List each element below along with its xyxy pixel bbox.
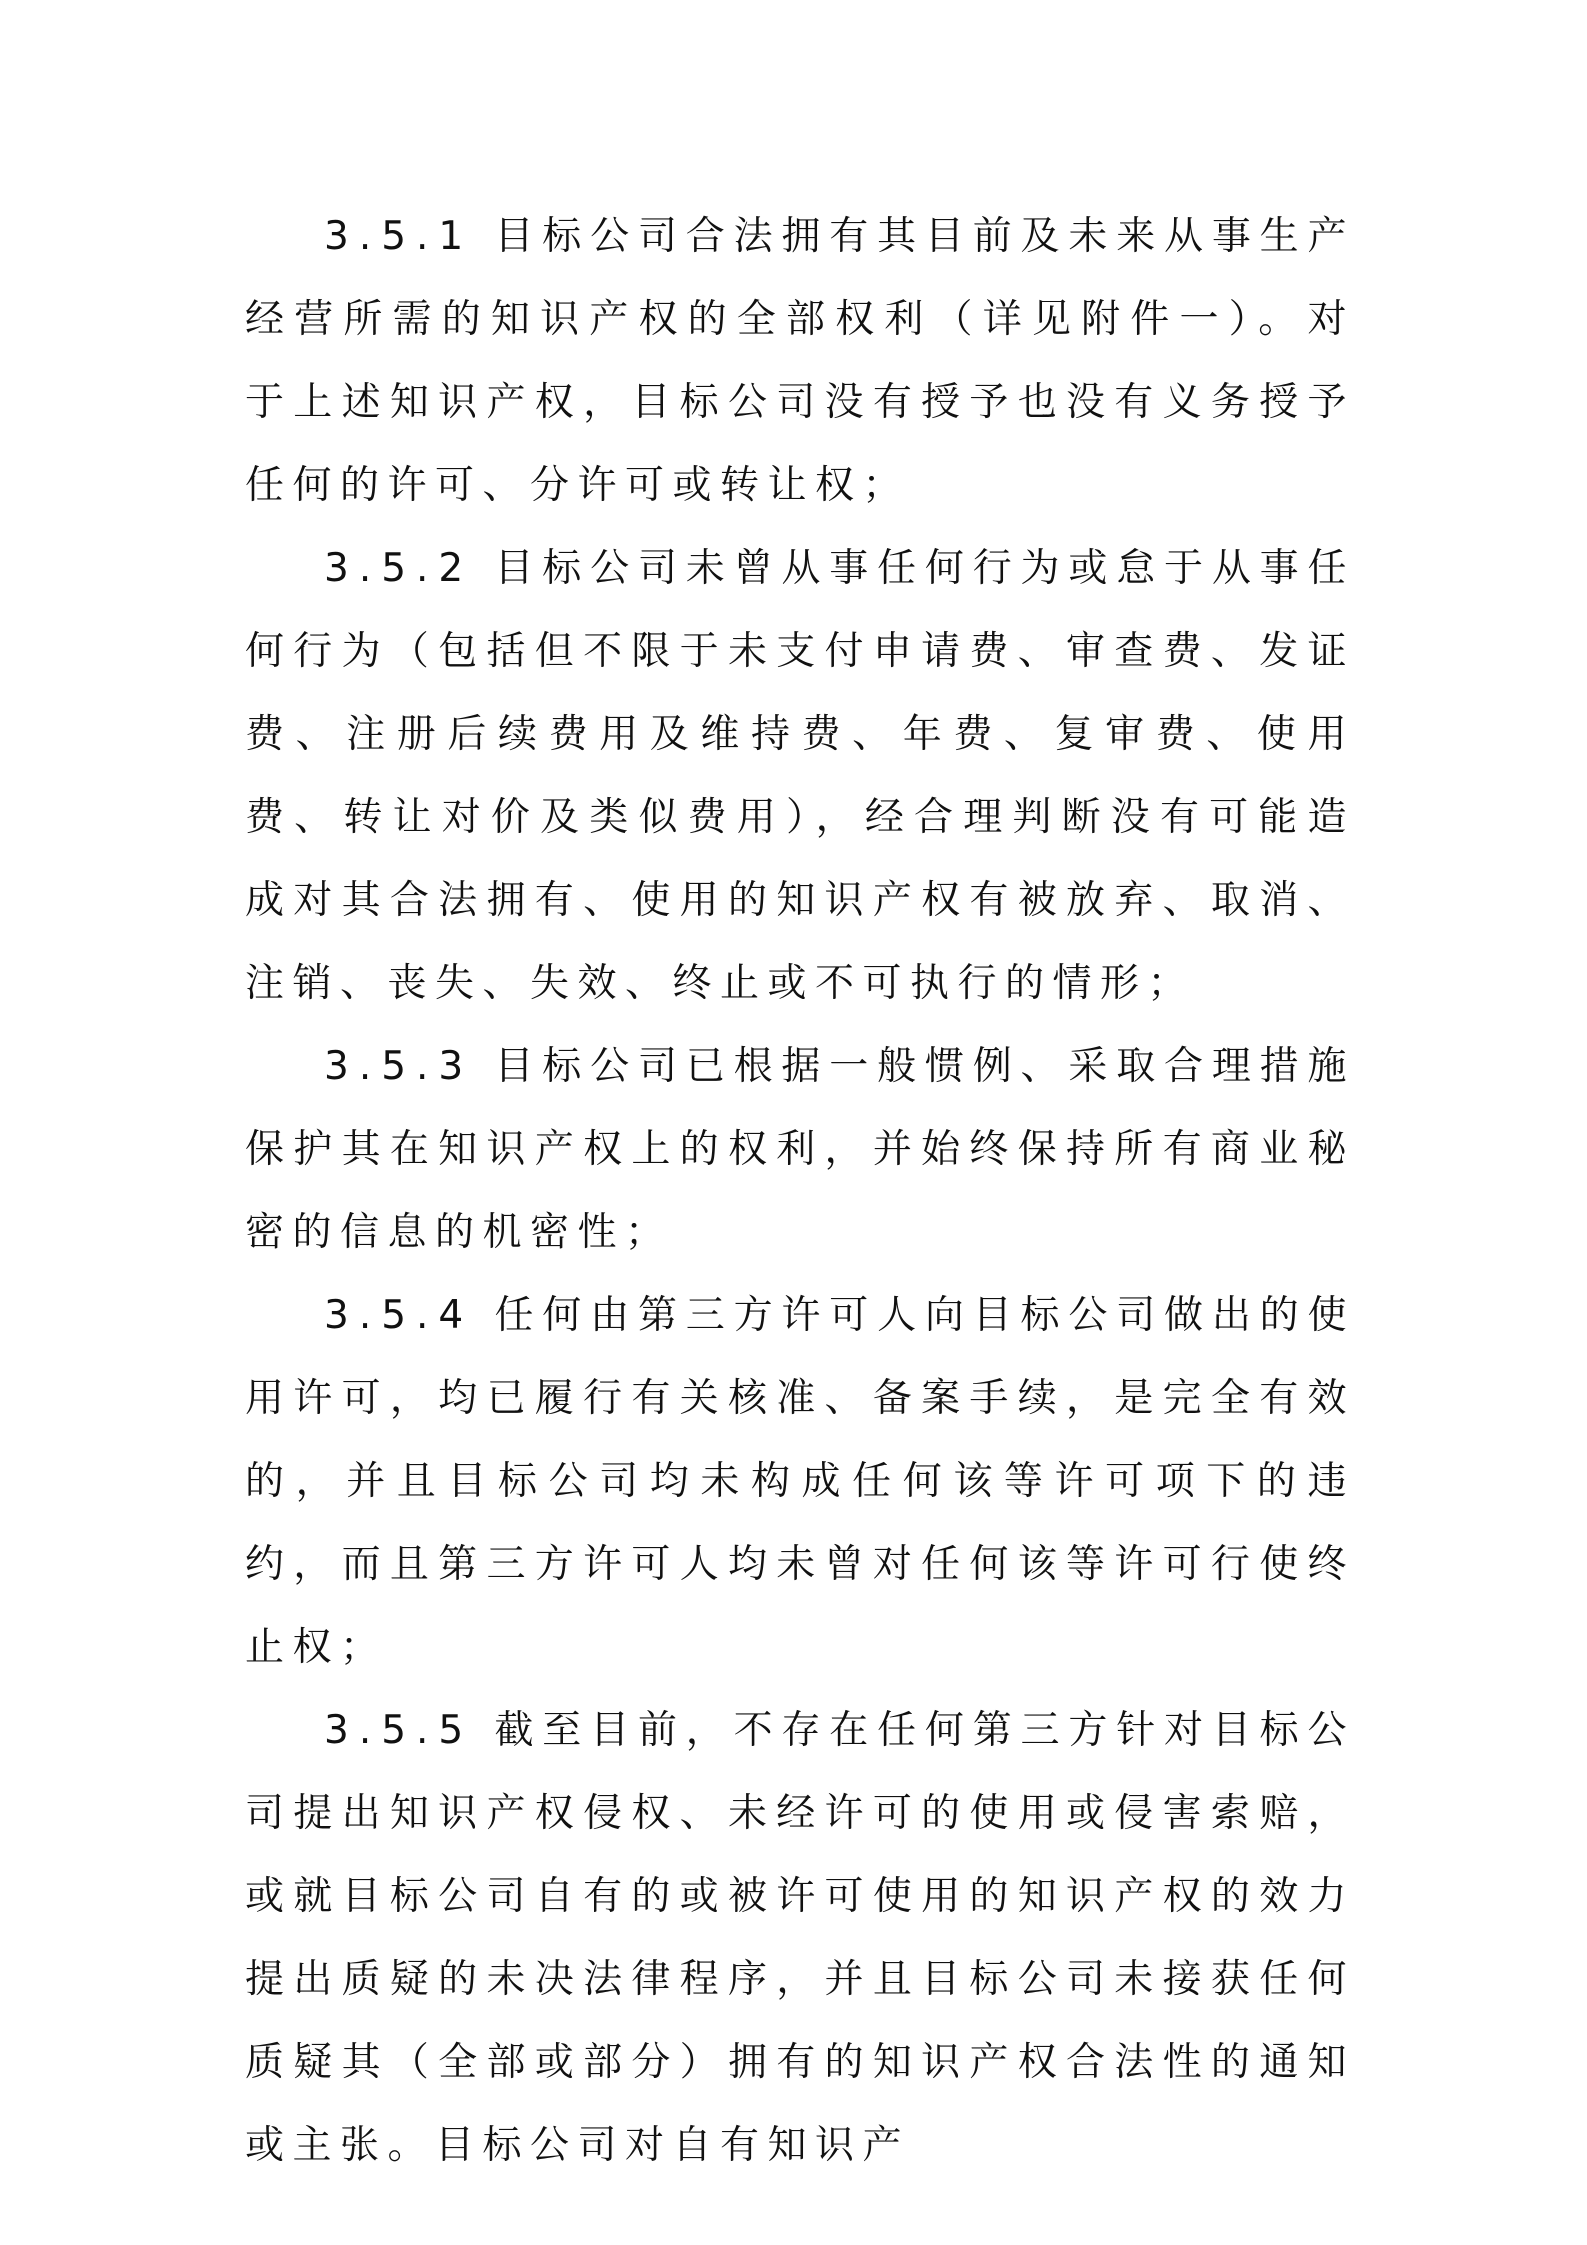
clause-text: 任何由第三方许可人向目标公司做出的使用许可，均已履行有关核准、备案手续，是完全有效的，并且目标公司均未构成任何该等许可项下的违约，而且第三方许可人均未曾对任何该等许可行使终止权； xyxy=(245,1293,1355,1670)
clause-3-5-5 xyxy=(245,1689,1355,2187)
clause-number: 3.5.3 xyxy=(324,1044,474,1089)
document-body xyxy=(245,195,1355,2187)
clause-number: 3.5.4 xyxy=(324,1293,474,1338)
clause-3-5-3 xyxy=(245,1025,1355,1274)
clause-3-5-1 xyxy=(245,195,1355,527)
clause-number: 3.5.1 xyxy=(324,214,474,259)
clause-3-5-4 xyxy=(245,1274,1355,1689)
clause-number: 3.5.5 xyxy=(324,1708,474,1753)
clause-3-5-2 xyxy=(245,527,1355,1025)
clause-text: 截至目前，不存在任何第三方针对目标公司提出知识产权侵权、未经许可的使用或侵害索赔，或就目标公司自有的或被许可使用的知识产权的效力提出质疑的未决法律程序，并且目标公司未接获任何质疑其（全部或部分）拥有的知识产权合法性的通知或主张。目标公司对自有知识产 xyxy=(245,1708,1355,2168)
clause-text: 目标公司合法拥有其目前及未来从事生产经营所需的知识产权的全部权利（详见附件一）。对于上述知识产权，目标公司没有授予也没有义务授予任何的许可、分许可或转让权； xyxy=(245,214,1355,508)
clause-text: 目标公司未曾从事任何行为或怠于从事任何行为（包括但不限于未支付申请费、审查费、发证费、注册后续费用及维持费、年费、复审费、使用费、转让对价及类似费用），经合理判断没有可能造成对其合法拥有、使用的知识产权有被放弃、取消、注销、丧失、失效、终止或不可执行的情形； xyxy=(245,546,1355,1006)
clause-text: 目标公司已根据一般惯例、采取合理措施保护其在知识产权上的权利，并始终保持所有商业秘密的信息的机密性； xyxy=(245,1044,1355,1255)
clause-number: 3.5.2 xyxy=(324,546,474,591)
